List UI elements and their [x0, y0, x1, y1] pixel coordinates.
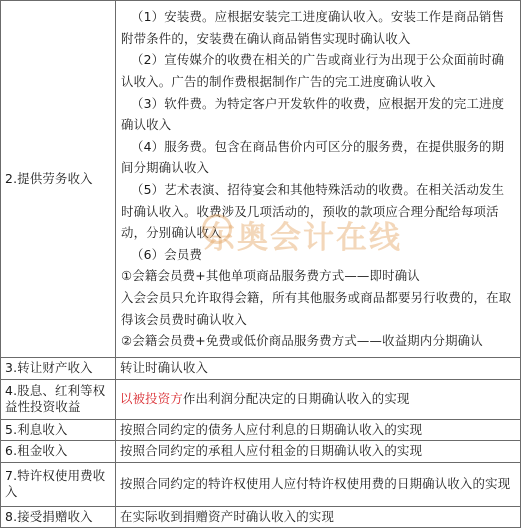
category-cell: 6.租金收入: [1, 441, 116, 463]
paragraph: （5）艺术表演、招待宴会和其他特殊活动的收费。在相关活动发生时确认收入。收费涉及几项活动的，预收的款项应合理分配给每项活动，分别确认收入: [121, 182, 505, 241]
paragraph: ①会籍会员费+其他单项商品服务费方式——即时确认: [121, 268, 420, 284]
category-cell: 8.接受捐赠收入: [1, 506, 116, 528]
category-cell: 7.特许权使用费收入: [1, 462, 116, 506]
paragraph: 入会会员只允许取得会籍，所有其他服务或商品都要另行收费的，在取得该会员费时确认收入: [121, 289, 512, 327]
table-row: [1, 358, 521, 380]
paragraph: ②会籍会员费+免费或低价商品服务费方式——收益期内分期确认: [121, 333, 483, 349]
table-row: [1, 441, 521, 463]
paragraph: （2）宣传媒介的收费在相关的广告或商业行为出现于公众面前时确认收入。广告的制作费根据制作广告的完工进度确认收入: [121, 52, 505, 90]
paragraph: （4）服务费。包含在商品售价内可区分的服务费，在提供服务的期间分期确认收入: [121, 138, 505, 176]
description-cell: [116, 379, 521, 419]
description-cell: 转让时确认收入: [116, 358, 521, 380]
highlighted-text: 以被投资方: [120, 390, 183, 406]
paragraph: （3）软件费。为特定客户开发软件的收费，应根据开发的完工进度确认收入: [121, 95, 505, 133]
description-cell: [116, 1, 521, 358]
category-cell: 3.转让财产收入: [1, 358, 116, 380]
paragraph: （6）会员费: [131, 246, 203, 262]
paragraph: （1）安装费。应根据安装完工进度确认收入。安装工作是商品销售附带条件的，安装费在确认商品销售实现时确认收入: [121, 9, 505, 46]
table-row: [1, 1, 521, 358]
category-cell: 2.提供劳务收入: [1, 1, 116, 358]
table-row: [1, 506, 521, 528]
watermark: 东奥会计在线: [204, 220, 402, 256]
description-cell: 在实际收到捐赠资产时确认收入的实现: [116, 506, 521, 528]
description-text: 作出利润分配决定的日期确认收入的实现: [182, 390, 410, 406]
description-cell: 按照合同约定的特许权使用人应付特许权使用费的日期确认收入的实现: [116, 462, 521, 506]
table-row: [1, 419, 521, 441]
table-row: [1, 379, 521, 419]
description-cell: 按照合同约定的债务人应付利息的日期确认收入的实现: [116, 419, 521, 441]
category-cell: 4.股息、红利等权益性投资收益: [1, 379, 116, 419]
description-cell: 按照合同约定的承租人应付租金的日期确认收入的实现: [116, 441, 521, 463]
category-cell: 5.利息收入: [1, 419, 116, 441]
table-row: [1, 462, 521, 506]
